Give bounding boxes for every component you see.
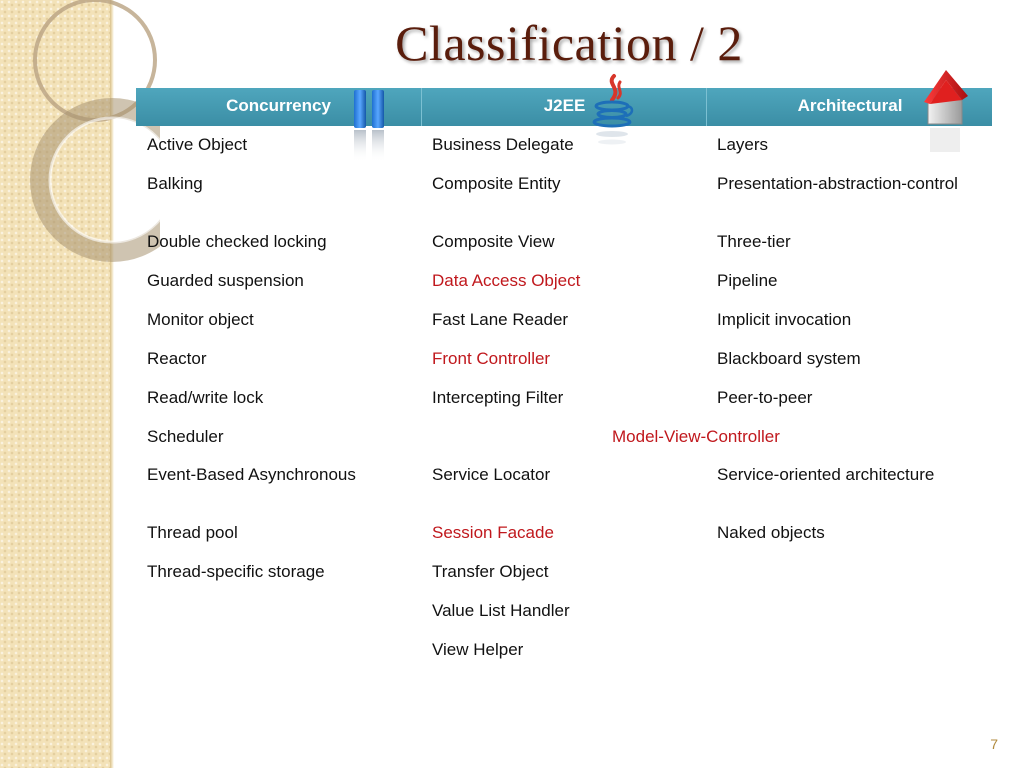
parallel-bars-icon [350, 88, 390, 166]
concurrency-cell: Thread-specific storage [147, 562, 325, 581]
architectural-cell: Pipeline [717, 271, 778, 290]
architectural-cell: Implicit invocation [717, 310, 852, 329]
j2ee-cell: Session Facade [432, 523, 554, 542]
architectural-cell: Naked objects [717, 523, 825, 542]
concurrency-cell: Balking [147, 174, 203, 193]
j2ee-cell: Composite View [432, 232, 555, 251]
j2ee-cell: View Helper [432, 640, 524, 659]
j2ee-cell: Value List Handler [432, 601, 570, 620]
j2ee-cell: Transfer Object [432, 562, 549, 581]
j2ee-cell: Composite Entity [432, 174, 561, 193]
architectural-cell: Blackboard system [717, 349, 861, 368]
table-header [136, 88, 992, 126]
concurrency-cell: Event-Based Asynchronous [147, 465, 356, 484]
concurrency-cell: Guarded suspension [147, 271, 304, 290]
concurrency-cell: Monitor object [147, 310, 254, 329]
j2ee-cell: Data Access Object [432, 271, 581, 290]
page-number: 7 [990, 736, 998, 752]
concurrency-cell: Reactor [147, 349, 207, 368]
concurrency-cell: Read/write lock [147, 388, 264, 407]
architectural-cell: Peer-to-peer [717, 388, 813, 407]
architectural-cell: Three-tier [717, 232, 791, 251]
j2ee-cell: Intercepting Filter [432, 388, 564, 407]
j2ee-cell: Business Delegate [432, 135, 574, 154]
concurrency-cell: Double checked locking [147, 232, 327, 251]
j2ee-cell: Fast Lane Reader [432, 310, 569, 329]
mvc-spanning-cell: Model-View-Controller [612, 427, 780, 446]
java-cup-icon [588, 72, 636, 154]
architectural-cell: Layers [717, 135, 769, 154]
j2ee-cell: Service Locator [432, 465, 551, 484]
j2ee-cell: Front Controller [432, 349, 551, 368]
header-concurrency: Concurrency [226, 96, 331, 115]
concurrency-cell: Thread pool [147, 523, 238, 542]
header-architectural: Architectural [706, 88, 993, 126]
architectural-cell: Service-oriented architecture [717, 465, 935, 484]
slide-title: Classification / 2 [395, 15, 743, 71]
house-icon [922, 66, 970, 156]
concurrency-cell: Active Object [147, 135, 248, 154]
architectural-cell: Presentation-abstraction-control [717, 174, 958, 193]
header-j2ee: J2EE [421, 88, 707, 126]
concurrency-cell: Scheduler [147, 427, 224, 446]
